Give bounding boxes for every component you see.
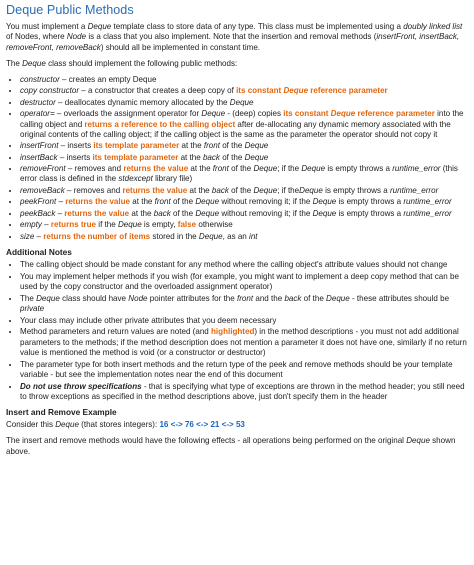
method-name: insertBack [20,152,58,162]
method-text: stdexcept [118,174,153,184]
method-text: at the [129,208,154,218]
method-text: after de-allocating any dynamic memory associated with the original contents of the calling object; if the calling object is the same as the parameter the operator should not copy it [20,119,451,139]
note-text: and the [253,293,285,303]
method-text: – creates an empty Deque [59,75,157,84]
lead-text: class should implement the following public methods: [45,58,238,68]
method-item [20,220,470,230]
methods-lead [6,59,470,69]
method-item [20,75,470,85]
method-text: is empty, [141,220,178,230]
notes-heading: Additional Notes [6,246,72,257]
page-title: Deque Public Methods [6,3,134,17]
method-item [20,197,470,207]
example-heading: Insert and Remove Example [6,407,117,418]
method-highlight: false [177,220,197,230]
method-text: at the [188,164,213,174]
method-highlight: Deque [283,86,309,96]
trailing-text: shown above. [6,436,456,456]
method-highlight: returns true [50,220,97,230]
method-highlight: returns the value [122,185,188,195]
example-text: (that stores integers): [78,420,160,430]
method-text: , as an [222,231,250,241]
method-text: front [154,197,171,207]
method-text: of the [228,185,254,195]
method-text: library file) [152,174,193,184]
note-emphasis: Do not use throw specifications [20,381,142,391]
method-item [20,86,470,96]
note-text: back [284,293,302,303]
method-text: stored in the [150,231,199,241]
method-text: is empty throws a [336,208,404,218]
intro-text: is a class that you also implement. Note that the insertion and removal methods ( [86,32,377,42]
intro-text: doubly linked list [403,22,463,31]
method-name: size [20,231,35,241]
method-item [20,186,470,196]
method-text: – deallocates dynamic memory allocated by the [55,97,230,107]
method-text: Deque [198,231,223,241]
method-item [20,109,470,140]
method-text: of the [170,208,196,218]
method-text: at the [179,141,204,151]
method-highlight: returns the value [64,208,130,218]
method-text: at the [187,185,212,195]
method-text: into the calling object and [20,109,464,129]
method-name: peekFront [20,197,57,207]
method-text: Deque [229,97,254,107]
lead-text: The [6,58,23,68]
method-text: is empty throws a [322,185,390,195]
method-text: Deque [299,185,323,195]
example-paragraph [6,420,470,430]
method-highlight: reference parameter [355,109,435,119]
note-text: Method parameters and return values are noted (and [20,327,212,337]
method-text: Deque [201,109,226,119]
method-text: runtime_error [403,197,452,207]
method-name: peekBack [20,208,56,218]
method-text: without removing it; if the [219,197,313,207]
method-name: operator= [20,109,55,119]
note-item [20,260,470,270]
note-item [20,294,470,315]
note-text: The calling object should be made constant for any method where the calling object's attribute values should not change [20,259,448,269]
example-text: Consider this [6,420,56,430]
method-item [20,153,470,163]
method-text: Deque [301,164,326,174]
intro-text: insertFront, insertBack, removeFront, removeBack [6,32,460,52]
note-text: of the [301,293,327,303]
method-text: of the [219,141,245,151]
method-text: runtime_error [403,208,452,218]
intro-text: of Nodes, where [6,32,67,42]
note-item [20,316,470,326]
intro-text: Node [66,32,87,42]
note-text: pointer attributes for the [147,293,237,303]
method-item [20,164,470,185]
method-text: – overloads the assignment operator for [54,109,202,119]
method-text: – removes and [64,185,123,195]
note-text: Your class may include other private attributes that you deem necessary [20,315,277,325]
method-text: Deque [253,185,278,195]
intro-text: You must implement a [6,22,88,31]
method-text: runtime_error [392,164,441,174]
method-text: – a constructor that creates a deep copy of [79,86,237,96]
method-text: at the [178,152,203,162]
note-highlight: highlighted [211,327,255,337]
method-text: – inserts [57,152,93,162]
method-item [20,141,470,151]
method-text: – [41,220,51,230]
method-highlight: its template parameter [92,152,179,162]
method-highlight: its constant [236,86,284,96]
method-text: ; if the [277,164,302,174]
note-item [20,360,470,381]
method-item [20,209,470,219]
trailing-text: Deque [406,436,430,446]
method-name: constructor [20,75,60,84]
method-name: copy constructor [20,86,80,96]
method-highlight: its template parameter [93,141,180,151]
note-text: class should have [59,293,129,303]
method-highlight: its constant [283,109,331,119]
methods-list [6,75,470,242]
method-highlight: returns the value [123,164,189,174]
method-text: if the [96,220,118,230]
note-text: private [20,303,45,313]
method-name: destructor [20,97,56,107]
method-text: (this error class is defined in the [20,164,458,184]
note-text: Deque [36,293,60,303]
method-text: – [55,208,65,218]
method-text: front [203,141,220,151]
method-item [20,232,470,242]
method-text: of the [170,197,196,207]
method-highlight: returns the number of items [43,231,151,241]
method-text: front [212,164,229,174]
note-item [20,272,470,293]
method-text: back [202,152,220,162]
method-text: - (deep) copies [225,109,284,119]
method-text: Deque [253,164,278,174]
note-item [20,327,470,358]
method-text: – inserts [58,141,94,151]
method-text: back [153,208,171,218]
method-text: otherwise [196,220,233,230]
method-text: Deque [117,220,142,230]
method-name: insertFront [20,141,59,151]
intro-text: template class to store data of any type. This class must be implemented using a [111,22,404,31]
method-text: runtime_error [389,185,439,195]
method-text: back [211,185,229,195]
method-highlight: returns the value [65,197,131,207]
intro-paragraph [6,22,470,53]
example-sequence: 16 <-> 76 <-> 21 <-> 53 [159,420,245,430]
method-text: of the [219,152,245,162]
method-text: Deque [312,208,337,218]
note-text: You may implement helper methods if you wish (for example, you might want to implement a deep copy method that can be used by the copy constructor and the overloaded assignment operator) [20,271,459,291]
method-text: is empty throws a [325,164,393,174]
method-text: without removing it; if the [219,208,313,218]
note-text: ) in the method descriptions - you must not add additional parameters to the methods; if the method description does not mention a parameter it does not have one, similarly if no return value is mentioned the method is void (or a constructor or destructor) [20,327,467,357]
note-item [20,382,470,403]
method-text: ; if the [277,185,300,195]
method-text: Deque [195,197,220,207]
method-highlight: reference parameter [308,86,388,96]
example-text: Deque [55,420,79,430]
method-name: empty [20,220,42,230]
note-text: Node [128,293,148,303]
method-text: Deque [244,141,269,151]
method-highlight: Deque [330,109,356,119]
method-name: removeFront [20,164,66,174]
trailing-paragraph [6,436,470,457]
note-text: front [237,293,254,303]
method-text: Deque [244,152,269,162]
note-text: The [20,293,37,303]
method-name: removeBack [20,185,65,195]
notes-list [6,260,470,402]
method-text: – removes and [65,164,124,174]
intro-text: ) should all be implemented in constant time. [100,42,261,52]
method-text: Deque [195,208,220,218]
lead-text: Deque [22,58,46,68]
method-text: int [249,231,258,241]
intro-text: Deque [87,22,112,31]
note-text: - that is specifying what type of exceptions are thrown in the method header; you still need to throw exceptions as specified in the method descriptions above, just don't specify them in the header [20,381,465,401]
method-text: is empty throws a [336,197,404,207]
method-text: Deque [312,197,337,207]
note-text: The parameter type for both insert methods and the return type of the peek and remove methods should be your template variable - but see the implementation notes near the end of this document [20,359,453,379]
note-text: - these attributes should be [349,293,450,303]
note-text: Deque [326,293,350,303]
method-highlight: returns a reference to the calling object [84,119,236,129]
method-item [20,98,470,108]
method-text: of the [228,164,254,174]
trailing-text: The insert and remove methods would have the following effects - all operations being performed on the original [6,436,407,446]
method-text: – [56,197,66,207]
method-text: – [34,231,44,241]
method-text: at the [130,197,155,207]
